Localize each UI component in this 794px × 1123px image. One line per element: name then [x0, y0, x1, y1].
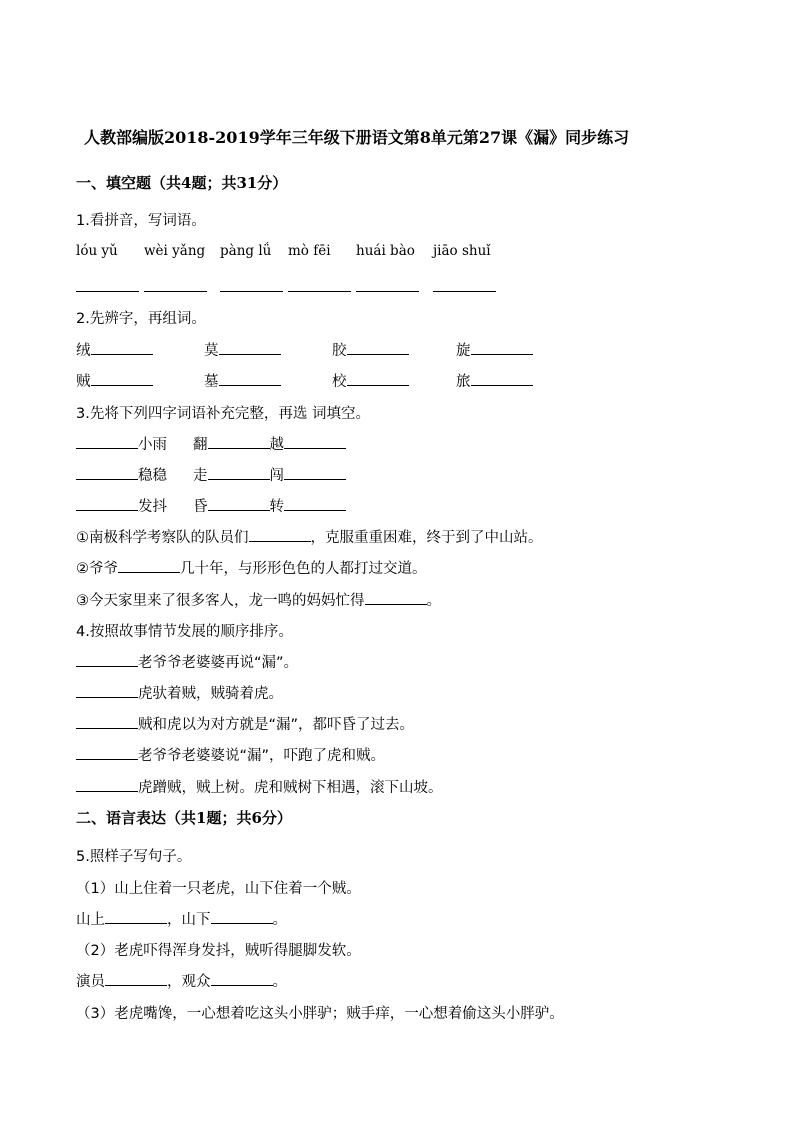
- section-heading-language-expression: 二、语言表达（共1题；共6分）: [76, 809, 292, 827]
- pinyin-5: huái bào: [356, 243, 415, 259]
- answer-blank[interactable]: [220, 291, 283, 292]
- answer-blank[interactable]: [76, 713, 138, 729]
- char-cell: [332, 370, 409, 391]
- sentence-text: 几十年，与形形色色的人都打过交道。: [180, 561, 427, 577]
- question-1-prompt: 1.看拼音，写词语。: [76, 213, 206, 229]
- answer-blank[interactable]: [347, 370, 409, 386]
- char-cell: [456, 339, 533, 360]
- pinyin-2: wèi yǎng: [144, 243, 206, 259]
- answer-blank[interactable]: [365, 589, 427, 605]
- imitate-sentence-1: [76, 908, 287, 929]
- answer-blank[interactable]: [249, 526, 311, 542]
- story-item: [76, 744, 385, 765]
- question-2-prompt: 2.先辨字，再组词。: [76, 311, 206, 327]
- answer-blank[interactable]: [211, 970, 273, 986]
- idiom-part: 越: [269, 437, 284, 453]
- example-sentence-1: （1）山上住着一只老虎，山下住着一个贼。: [76, 881, 361, 897]
- fill-sentence-2: [76, 557, 427, 578]
- answer-blank[interactable]: [76, 682, 138, 698]
- char-cell: [204, 370, 281, 391]
- section-heading-fill-in: 一、填空题（共4题；共31分）: [76, 174, 288, 192]
- example-sentence-2: （2）老虎吓得浑身发抖，贼听得腿脚发软。: [76, 943, 361, 959]
- char: 校: [332, 374, 347, 390]
- idiom-part: 昏: [193, 499, 208, 515]
- answer-blank[interactable]: [284, 464, 346, 480]
- answer-blank[interactable]: [471, 370, 533, 386]
- answer-blank[interactable]: [76, 464, 138, 480]
- idiom-part: 翻: [193, 437, 208, 453]
- answer-blank[interactable]: [284, 495, 346, 511]
- answer-blank[interactable]: [76, 433, 138, 449]
- pinyin-1: lóu yǔ: [76, 243, 118, 259]
- answer-blank[interactable]: [208, 464, 270, 480]
- answer-blank[interactable]: [211, 908, 273, 924]
- idiom-row-1b: [193, 433, 346, 454]
- idiom-row-3: [76, 495, 167, 516]
- sentence-text: 山上: [76, 912, 105, 928]
- fill-sentence-3: [76, 589, 441, 610]
- fill-sentence-1: [76, 526, 543, 547]
- char: 墓: [204, 374, 219, 390]
- answer-blank[interactable]: [471, 339, 533, 355]
- story-text: 老爷爷老婆婆说“漏”，吓跑了虎和贼。: [138, 748, 386, 764]
- answer-blank[interactable]: [208, 433, 270, 449]
- char-cell: [76, 339, 153, 360]
- answer-blank[interactable]: [208, 495, 270, 511]
- sentence-text: ①南极科学考察队的队员们: [76, 530, 249, 546]
- char-cell: [204, 339, 281, 360]
- char: 旋: [456, 343, 471, 359]
- sentence-text: 。: [272, 912, 287, 928]
- char-cell: [76, 370, 153, 391]
- idiom-row-2: [76, 464, 167, 485]
- idiom-part: 闯: [269, 468, 284, 484]
- sentence-text: 。: [426, 593, 441, 609]
- imitate-sentence-2: [76, 970, 287, 991]
- sentence-text: ②爷爷: [76, 561, 118, 577]
- answer-blank[interactable]: [433, 291, 496, 292]
- pinyin-6: jiāo shuǐ: [433, 243, 491, 259]
- story-text: 贼和虎以为对方就是“漏”，都吓昏了过去。: [138, 717, 415, 733]
- story-item: [76, 776, 443, 797]
- answer-blank[interactable]: [91, 339, 153, 355]
- sentence-text: 演员: [76, 974, 105, 990]
- answer-blank[interactable]: [76, 291, 139, 292]
- answer-blank[interactable]: [288, 291, 351, 292]
- story-item: [76, 682, 283, 703]
- answer-blank[interactable]: [219, 339, 281, 355]
- story-item: [76, 713, 414, 734]
- char: 贼: [76, 374, 91, 390]
- story-text: 虎驮着贼，贼骑着虎。: [138, 686, 283, 702]
- char: 胶: [332, 343, 347, 359]
- answer-blank[interactable]: [76, 651, 138, 667]
- char-cell: [456, 370, 533, 391]
- sentence-text: ，克服重重困难，终于到了中山站。: [310, 530, 543, 546]
- answer-blank[interactable]: [76, 495, 138, 511]
- sentence-text: 。: [272, 974, 287, 990]
- answer-blank[interactable]: [76, 776, 138, 792]
- answer-blank[interactable]: [284, 433, 346, 449]
- answer-blank[interactable]: [76, 744, 138, 760]
- idiom-row-1: [76, 433, 167, 454]
- answer-blank[interactable]: [219, 370, 281, 386]
- story-text: 虎蹭贼，贼上树。虎和贼树下相遇，滚下山坡。: [138, 780, 443, 796]
- answer-blank[interactable]: [347, 339, 409, 355]
- idiom-part: 稳稳: [138, 468, 167, 484]
- question-3-prompt: 3.先将下列四字词语补充完整，再选 词填空。: [76, 406, 370, 422]
- char: 莫: [204, 343, 219, 359]
- idiom-row-2b: [193, 464, 346, 485]
- question-4-prompt: 4.按照故事情节发展的顺序排序。: [76, 624, 293, 640]
- answer-blank[interactable]: [356, 291, 419, 292]
- idiom-row-3b: [193, 495, 346, 516]
- idiom-part: 走: [193, 468, 208, 484]
- sentence-text: ，山下: [167, 912, 211, 928]
- pinyin-4: mò fēi: [288, 243, 331, 259]
- page-title: 人教部编版2018-2019学年三年级下册语文第8单元第27课《漏》同步练习: [84, 128, 630, 147]
- sentence-text: ，观众: [167, 974, 211, 990]
- answer-blank[interactable]: [118, 557, 180, 573]
- idiom-part: 小雨: [138, 437, 167, 453]
- char: 旅: [456, 374, 471, 390]
- char-cell: [332, 339, 409, 360]
- answer-blank[interactable]: [144, 291, 207, 292]
- story-text: 老爷爷老婆婆再说“漏”。: [138, 655, 299, 671]
- answer-blank[interactable]: [105, 908, 167, 924]
- question-5-prompt: 5.照样子写句子。: [76, 849, 192, 865]
- idiom-part: 转: [269, 499, 284, 515]
- char: 绒: [76, 343, 91, 359]
- idiom-part: 发抖: [138, 499, 167, 515]
- sentence-text: ③今天家里来了很多客人，龙一鸣的妈妈忙得: [76, 593, 365, 609]
- answer-blank[interactable]: [105, 970, 167, 986]
- pinyin-3: pàng lǘ: [220, 243, 272, 259]
- answer-blank[interactable]: [91, 370, 153, 386]
- story-item: [76, 651, 298, 672]
- example-sentence-3: （3）老虎嘴馋，一心想着吃这头小胖驴；贼手痒，一心想着偷这头小胖驴。: [76, 1006, 564, 1022]
